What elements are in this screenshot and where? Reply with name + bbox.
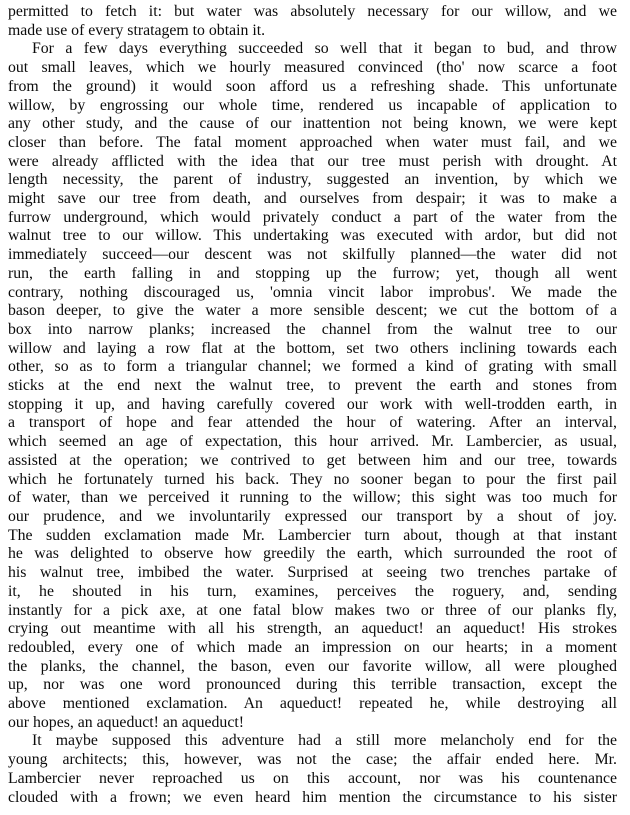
text-line: It maybe supposed this adventure had a still more melancholy end for the (32, 732, 617, 750)
text-line: The sudden exclamation made Mr. Lambercier turn about, though at that instant (8, 526, 617, 544)
text-line: a transport of hope and fear attended the hour of watering. After an interval, (8, 414, 617, 432)
text-line: of water, than we perceived it running to the willow; this sight was too much for (8, 489, 617, 507)
text-line: instantly for a pick axe, at one fatal blow makes two or three of our planks fly, (8, 601, 617, 619)
text-line: his walnut tree, imbibed the water. Surprised at seeing two trenches partake of (8, 564, 617, 582)
text-line: above mentioned exclamation. An aqueduct! repeated he, while destroying all (8, 695, 617, 713)
text-line: other, so as to form a triangular channel; we formed a kind of grating with small (8, 358, 617, 376)
text-line: redoubled, every one of which made an impression on our hearts; in a moment (8, 638, 617, 656)
text-line: furrow underground, which would privately conduct a part of the water from the (8, 208, 617, 226)
text-line: length necessity, the parent of industry, suggested an invention, by which we (8, 171, 617, 189)
text-line: immediately succeed—our descent was not skilfully planned—the water did not (8, 246, 617, 264)
text-line: young architects; this, however, was not the case; the affair ended here. Mr. (8, 751, 617, 769)
text-line: willow, by engrossing our whole time, rendered us incapable of application to (8, 96, 617, 114)
text-line: run, the earth falling in and stopping up the furrow; yet, though all went (8, 264, 617, 282)
text-line: were already afflicted with the idea that our tree must perish with drought. At (8, 152, 617, 170)
text-line: bason deeper, to give the water a more sensible descent; we cut the bottom of a (8, 302, 617, 320)
text-line: walnut tree to our willow. This undertaking was executed with ardor, but did not (8, 227, 617, 245)
text-line: from the ground) it would soon afford us a refreshing shade. This unfortunate (8, 77, 617, 95)
text-line: which seemed an age of expectation, this hour arrived. Mr. Lambercier, as usual, (8, 433, 617, 451)
text-line: assisted at the operation; we contrived to get between him and our tree, towards (8, 451, 617, 469)
text-line: made use of every stratagem to obtain it. (8, 21, 266, 39)
text-line: box into narrow planks; increased the channel from the walnut tree to our (8, 320, 617, 338)
text-line: closer than before. The fatal moment approached when water must fail, and we (8, 133, 617, 151)
text-line: For a few days everything succeeded so well that it began to bud, and throw (32, 40, 617, 58)
text-line: contrary, nothing discouraged us, 'omnia vincit labor improbus'. We made the (8, 283, 617, 301)
text-line: up, nor was one word pronounced during this terrible transaction, except the (8, 676, 617, 694)
text-line: clouded with a frown; we even heard him mention the circumstance to his sister (8, 788, 617, 806)
text-line: which he fortunately turned his back. They no sooner began to pour the first pail (8, 470, 617, 488)
text-line: our hopes, an aqueduct! an aqueduct! (8, 713, 244, 731)
text-line: it, he shouted in his turn, examines, perceives the roguery, and, sending (8, 582, 617, 600)
text-line: he was delighted to observe how greedily the earth, which surrounded the root of (8, 545, 617, 563)
paragraph (8, 732, 617, 807)
text-line: out small leaves, which we hourly measured convinced (tho' now scarce a foot (8, 59, 617, 77)
paragraph (8, 40, 617, 732)
text-line: sticks at the end next the walnut tree, to prevent the earth and stones from (8, 377, 617, 395)
text-line: the planks, the channel, the bason, even our favorite willow, all were ploughed (8, 657, 617, 675)
text-line: permitted to fetch it: but water was absolutely necessary for our willow, and we (8, 3, 617, 20)
text-line: willow and laying a row flat at the bottom, set two others inclining towards each (8, 339, 617, 357)
paragraph (8, 3, 617, 40)
text-line: any other study, and the cause of our inattention not being known, we were kept (8, 115, 617, 133)
text-line: our prudence, and we involuntarily expressed our transport by a shout of joy. (8, 507, 617, 525)
text-line: stopping it up, and having carefully covered our work with well-trodden earth, in (8, 395, 617, 413)
text-line: might save our tree from death, and ourselves from despair; it was to make a (8, 190, 617, 208)
text-line: crying out meantime with all his strength, an aqueduct! an aqueduct! His strokes (8, 620, 617, 638)
text-line: Lambercier never reproached us on this account, nor was his countenance (8, 769, 617, 787)
